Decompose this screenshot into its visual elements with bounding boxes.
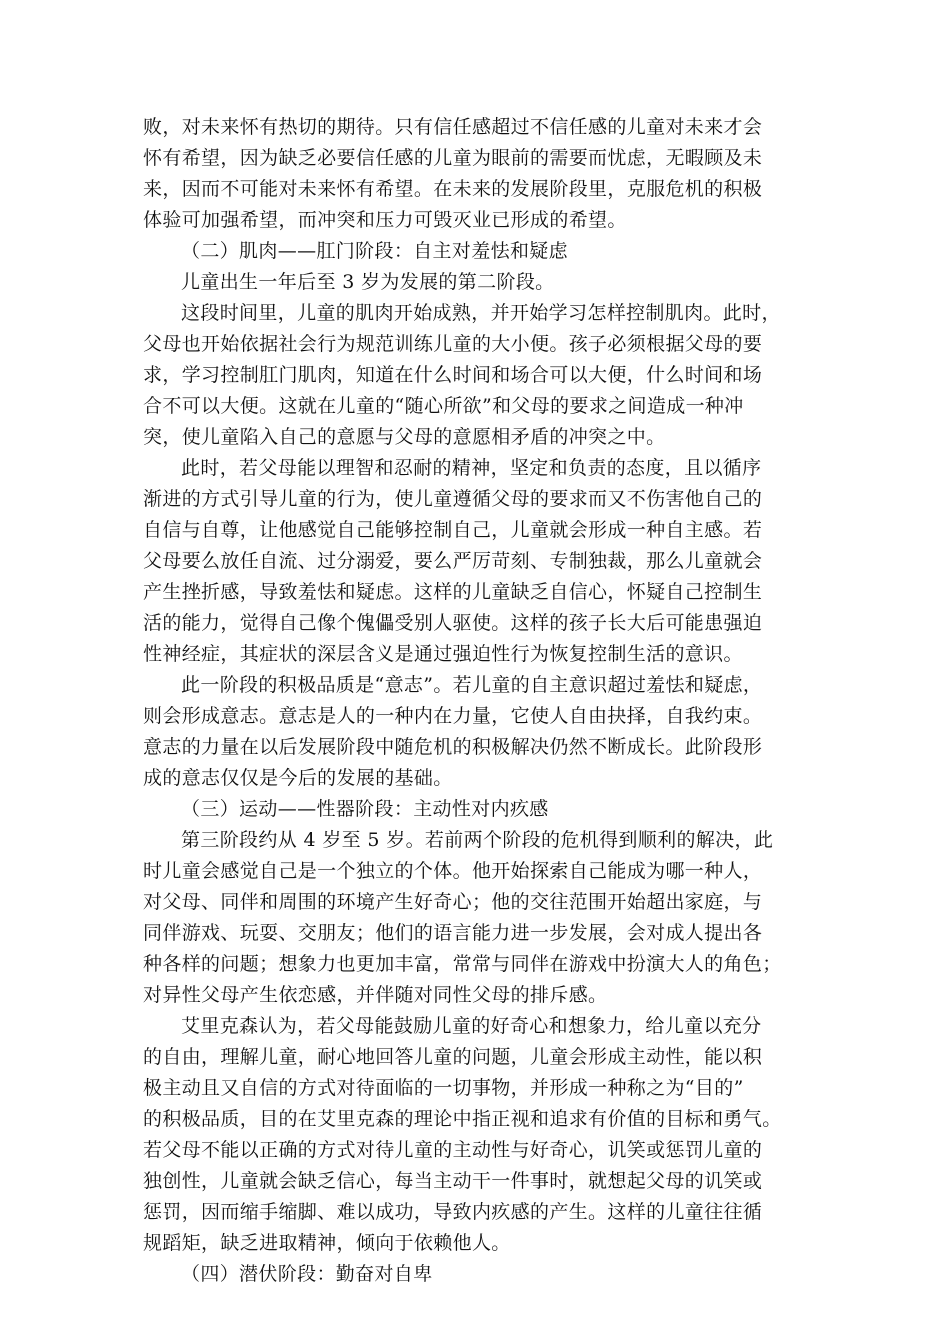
text-line: 成的意志仅仅是今后的发展的基础。 xyxy=(143,767,453,789)
text-line: 此时，若父母能以理智和忍耐的精神，坚定和负责的态度，且以循序 xyxy=(181,457,762,479)
text-line: （四）潜伏阶段：勤奋对自卑 xyxy=(181,1263,433,1285)
text-line: 意志的力量在以后发展阶段中随危机的积极解决仍然不断成长。此阶段形 xyxy=(143,736,763,758)
text-line: 规蹈矩，缺乏进取精神，倾向于依赖他人。 xyxy=(143,1232,511,1254)
text-line: 活的能力，觉得自己像个傀儡受别人驱使。这样的孩子长大后可能患强迫 xyxy=(143,612,763,634)
text-line: 合不可以大便。这就在儿童的“随心所欲”和父母的要求之间造成一种冲 xyxy=(143,395,744,417)
text-line: 同伴游戏、玩耍、交朋友；他们的语言能力进一步发展，会对成人提出各 xyxy=(143,922,763,944)
text-line: 求，学习控制肛门肌肉，知道在什么时间和场合可以大便，什么时间和场 xyxy=(143,364,763,386)
text-line: 艾里克森认为，若父母能鼓励儿童的好奇心和想象力，给儿童以充分 xyxy=(181,1015,762,1037)
text-line: 极主动且又自信的方式对待面临的一切事物，并形成一种称之为“目的” xyxy=(143,1077,744,1099)
text-line: 对异性父母产生依恋感，并伴随对同性父母的排斥感。 xyxy=(143,984,608,1006)
text-line: 这段时间里，儿童的肌肉开始成熟，并开始学习怎样控制肌肉。此时， xyxy=(181,302,781,324)
text-line: 对父母、同伴和周围的环境产生好奇心；他的交往范围开始超出家庭，与 xyxy=(143,891,763,913)
text-line: 的积极品质，目的在艾里克森的理论中指正视和追求有价值的目标和勇气。 xyxy=(143,1108,782,1130)
text-line: 性神经症，其症状的深层含义是通过强迫性行为恢复控制生活的意识。 xyxy=(143,643,743,665)
text-line: 时儿童会感觉自己是一个独立的个体。他开始探索自己能成为哪一种人， xyxy=(143,860,763,882)
text-line: 来，因而不可能对未来怀有希望。在未来的发展阶段里，克服危机的积极 xyxy=(143,178,763,200)
text-line: （二）肌肉——肛门阶段：自主对羞怯和疑虑 xyxy=(181,240,569,262)
text-line: 此一阶段的积极品质是“意志”。若儿童的自主意识超过羞怯和疑虑， xyxy=(181,674,763,696)
text-line: 若父母不能以正确的方式对待儿童的主动性与好奇心，讥笑或惩罚儿童的 xyxy=(143,1139,763,1161)
text-line: 渐进的方式引导儿童的行为，使儿童遵循父母的要求而又不伤害他自己的 xyxy=(143,488,763,510)
text-line: 则会形成意志。意志是人的一种内在力量，它使人自由抉择，自我约束。 xyxy=(143,705,763,727)
text-line: 独创性，儿童就会缺乏信心，每当主动干一件事时，就想起父母的讥笑或 xyxy=(143,1170,763,1192)
text-line: 种各样的问题；想象力也更加丰富，常常与同伴在游戏中扮演大人的角色； xyxy=(143,953,782,975)
text-line: 自信与自尊，让他感觉自己能够控制自己，儿童就会形成一种自主感。若 xyxy=(143,519,763,541)
document-body xyxy=(143,112,807,1290)
text-line: 体验可加强希望，而冲突和压力可毁灭业已形成的希望。 xyxy=(143,209,627,231)
text-line: 儿童出生一年后至 3 岁为发展的第二阶段。 xyxy=(181,271,555,293)
text-line: 第三阶段约从 4 岁至 5 岁。若前两个阶段的危机得到顺利的解决，此 xyxy=(181,829,774,851)
text-line: （三）运动——性器阶段：主动性对内疚感 xyxy=(181,798,549,820)
text-line: 败，对未来怀有热切的期待。只有信任感超过不信任感的儿童对未来才会 xyxy=(143,116,763,138)
text-line: 惩罚，因而缩手缩脚、难以成功，导致内疚感的产生。这样的儿童往往循 xyxy=(143,1201,763,1223)
text-line: 父母也开始依据社会行为规范训练儿童的大小便。孩子必须根据父母的要 xyxy=(143,333,763,355)
text-line: 怀有希望，因为缺乏必要信任感的儿童为眼前的需要而忧虑，无暇顾及未 xyxy=(143,147,763,169)
text-line: 的自由，理解儿童，耐心地回答儿童的问题，儿童会形成主动性，能以积 xyxy=(143,1046,763,1068)
text-line: 突，使儿童陷入自己的意愿与父母的意愿相矛盾的冲突之中。 xyxy=(143,426,666,448)
text-line: 父母要么放任自流、过分溺爱，要么严厉苛刻、专制独裁，那么儿童就会 xyxy=(143,550,763,572)
text-line: 产生挫折感，导致羞怯和疑虑。这样的儿童缺乏自信心，怀疑自己控制生 xyxy=(143,581,763,603)
